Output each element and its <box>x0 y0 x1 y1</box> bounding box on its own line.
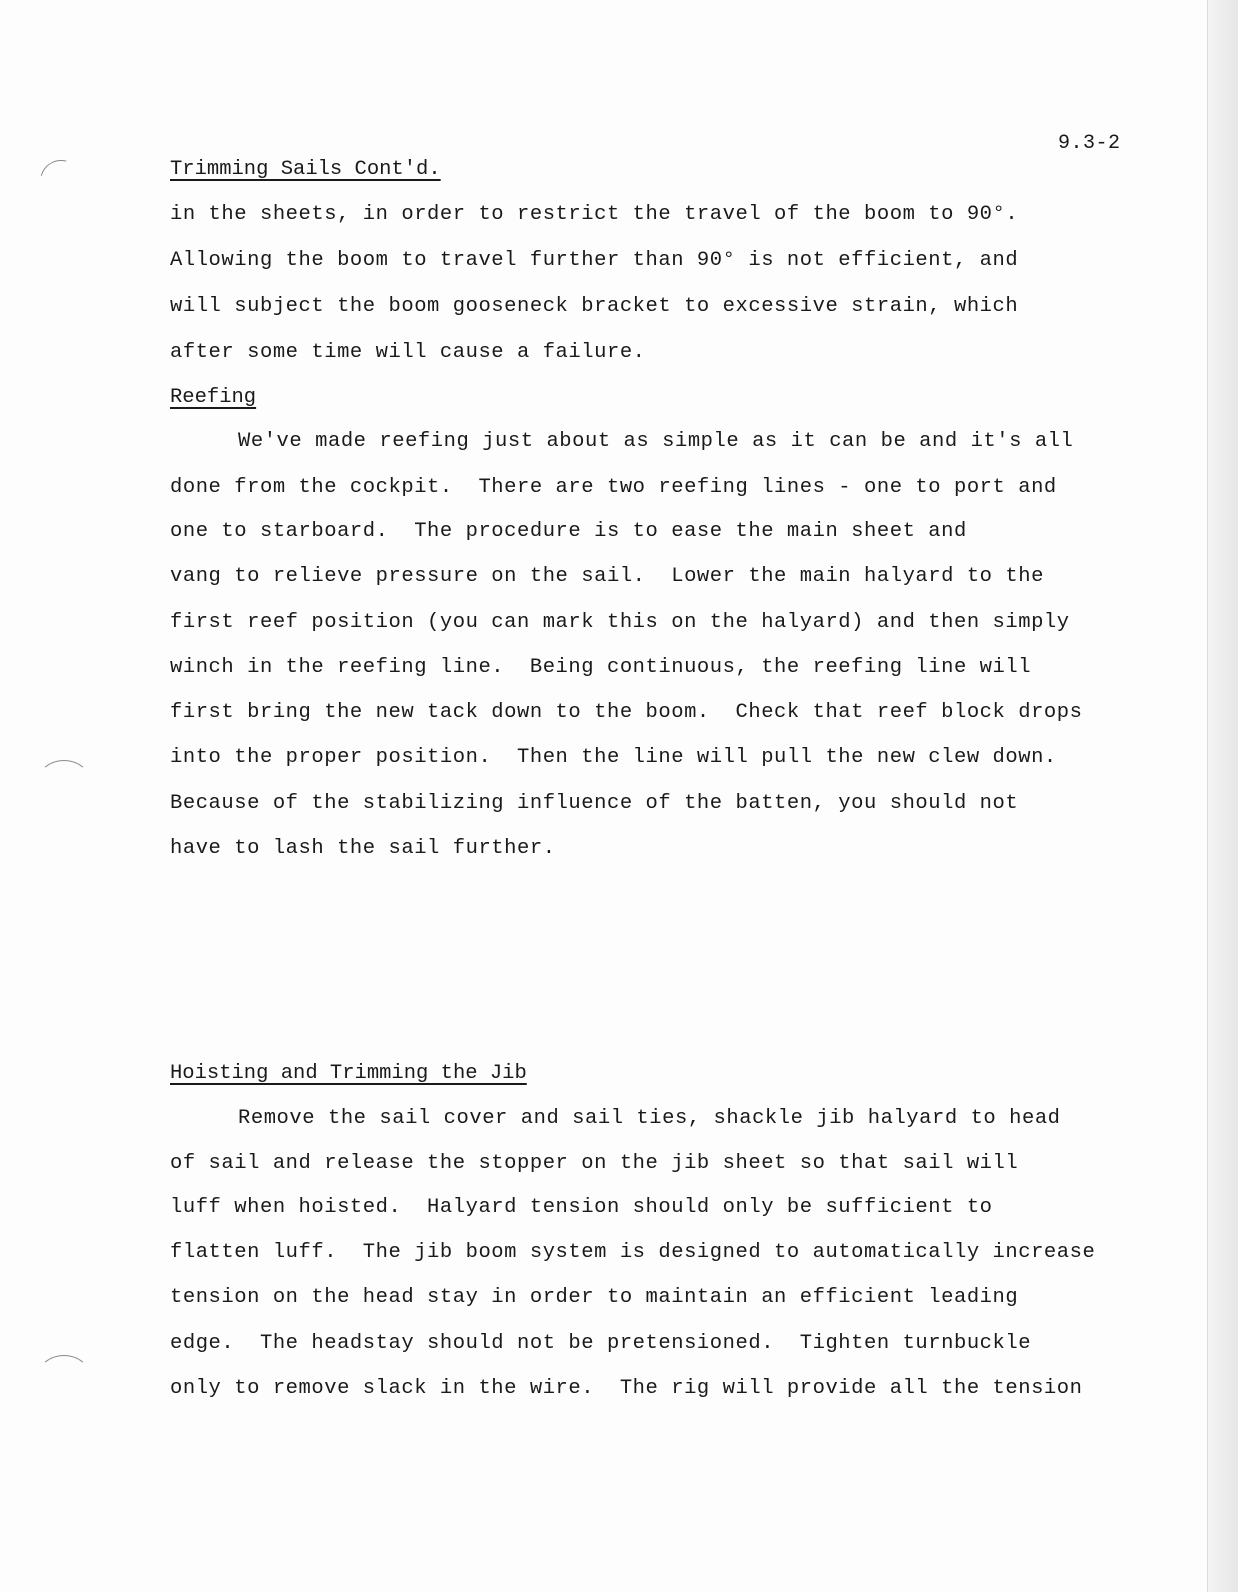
text-line: Because of the stabilizing influence of the batten, you should not <box>170 792 1019 815</box>
text-line: vang to relieve pressure on the sail. Lower the main halyard to the <box>170 565 1044 588</box>
text-line: Remove the sail cover and sail ties, shackle jib halyard to head <box>238 1107 1061 1130</box>
text-line: flatten luff. The jib boom system is designed to automatically increase <box>170 1241 1096 1264</box>
text-line: have to lash the sail further. <box>170 837 556 860</box>
text-line: of sail and release the stopper on the jib sheet so that sail will <box>170 1152 1019 1175</box>
binder-hole-mark <box>38 760 90 802</box>
text-line: done from the cockpit. There are two reefing lines - one to port and <box>170 476 1057 499</box>
text-line: first reef position (you can mark this on the halyard) and then simply <box>170 611 1070 634</box>
page-number: 9.3-2 <box>1058 132 1121 155</box>
text-line: first bring the new tack down to the boom. Check that reef block drops <box>170 701 1083 724</box>
page-edge <box>1207 0 1238 1592</box>
section-heading-reefing: Reefing <box>170 386 257 409</box>
binder-hole-mark <box>32 152 89 209</box>
text-line: edge. The headstay should not be pretensioned. Tighten turnbuckle <box>170 1332 1032 1355</box>
text-line: into the proper position. Then the line will pull the new clew down. <box>170 746 1057 769</box>
text-line: will subject the boom gooseneck bracket to excessive strain, which <box>170 295 1019 318</box>
text-line: in the sheets, in order to restrict the travel of the boom to 90°. <box>170 203 1019 226</box>
section-heading-trimming: Trimming Sails Cont'd. <box>170 158 441 181</box>
text-line: Allowing the boom to travel further than 90° is not efficient, and <box>170 249 1019 272</box>
text-line: luff when hoisted. Halyard tension should only be sufficient to <box>170 1196 993 1219</box>
section-heading-jib: Hoisting and Trimming the Jib <box>170 1062 527 1085</box>
text-line: only to remove slack in the wire. The rig will provide all the tension <box>170 1377 1083 1400</box>
text-line: We've made reefing just about as simple as it can be and it's all <box>238 430 1074 453</box>
text-line: one to starboard. The procedure is to ease the main sheet and <box>170 520 967 543</box>
binder-hole-mark <box>38 1355 90 1397</box>
text-line: after some time will cause a failure. <box>170 341 646 364</box>
text-line: winch in the reefing line. Being continuous, the reefing line will <box>170 656 1032 679</box>
text-line: tension on the head stay in order to maintain an efficient leading <box>170 1286 1019 1309</box>
